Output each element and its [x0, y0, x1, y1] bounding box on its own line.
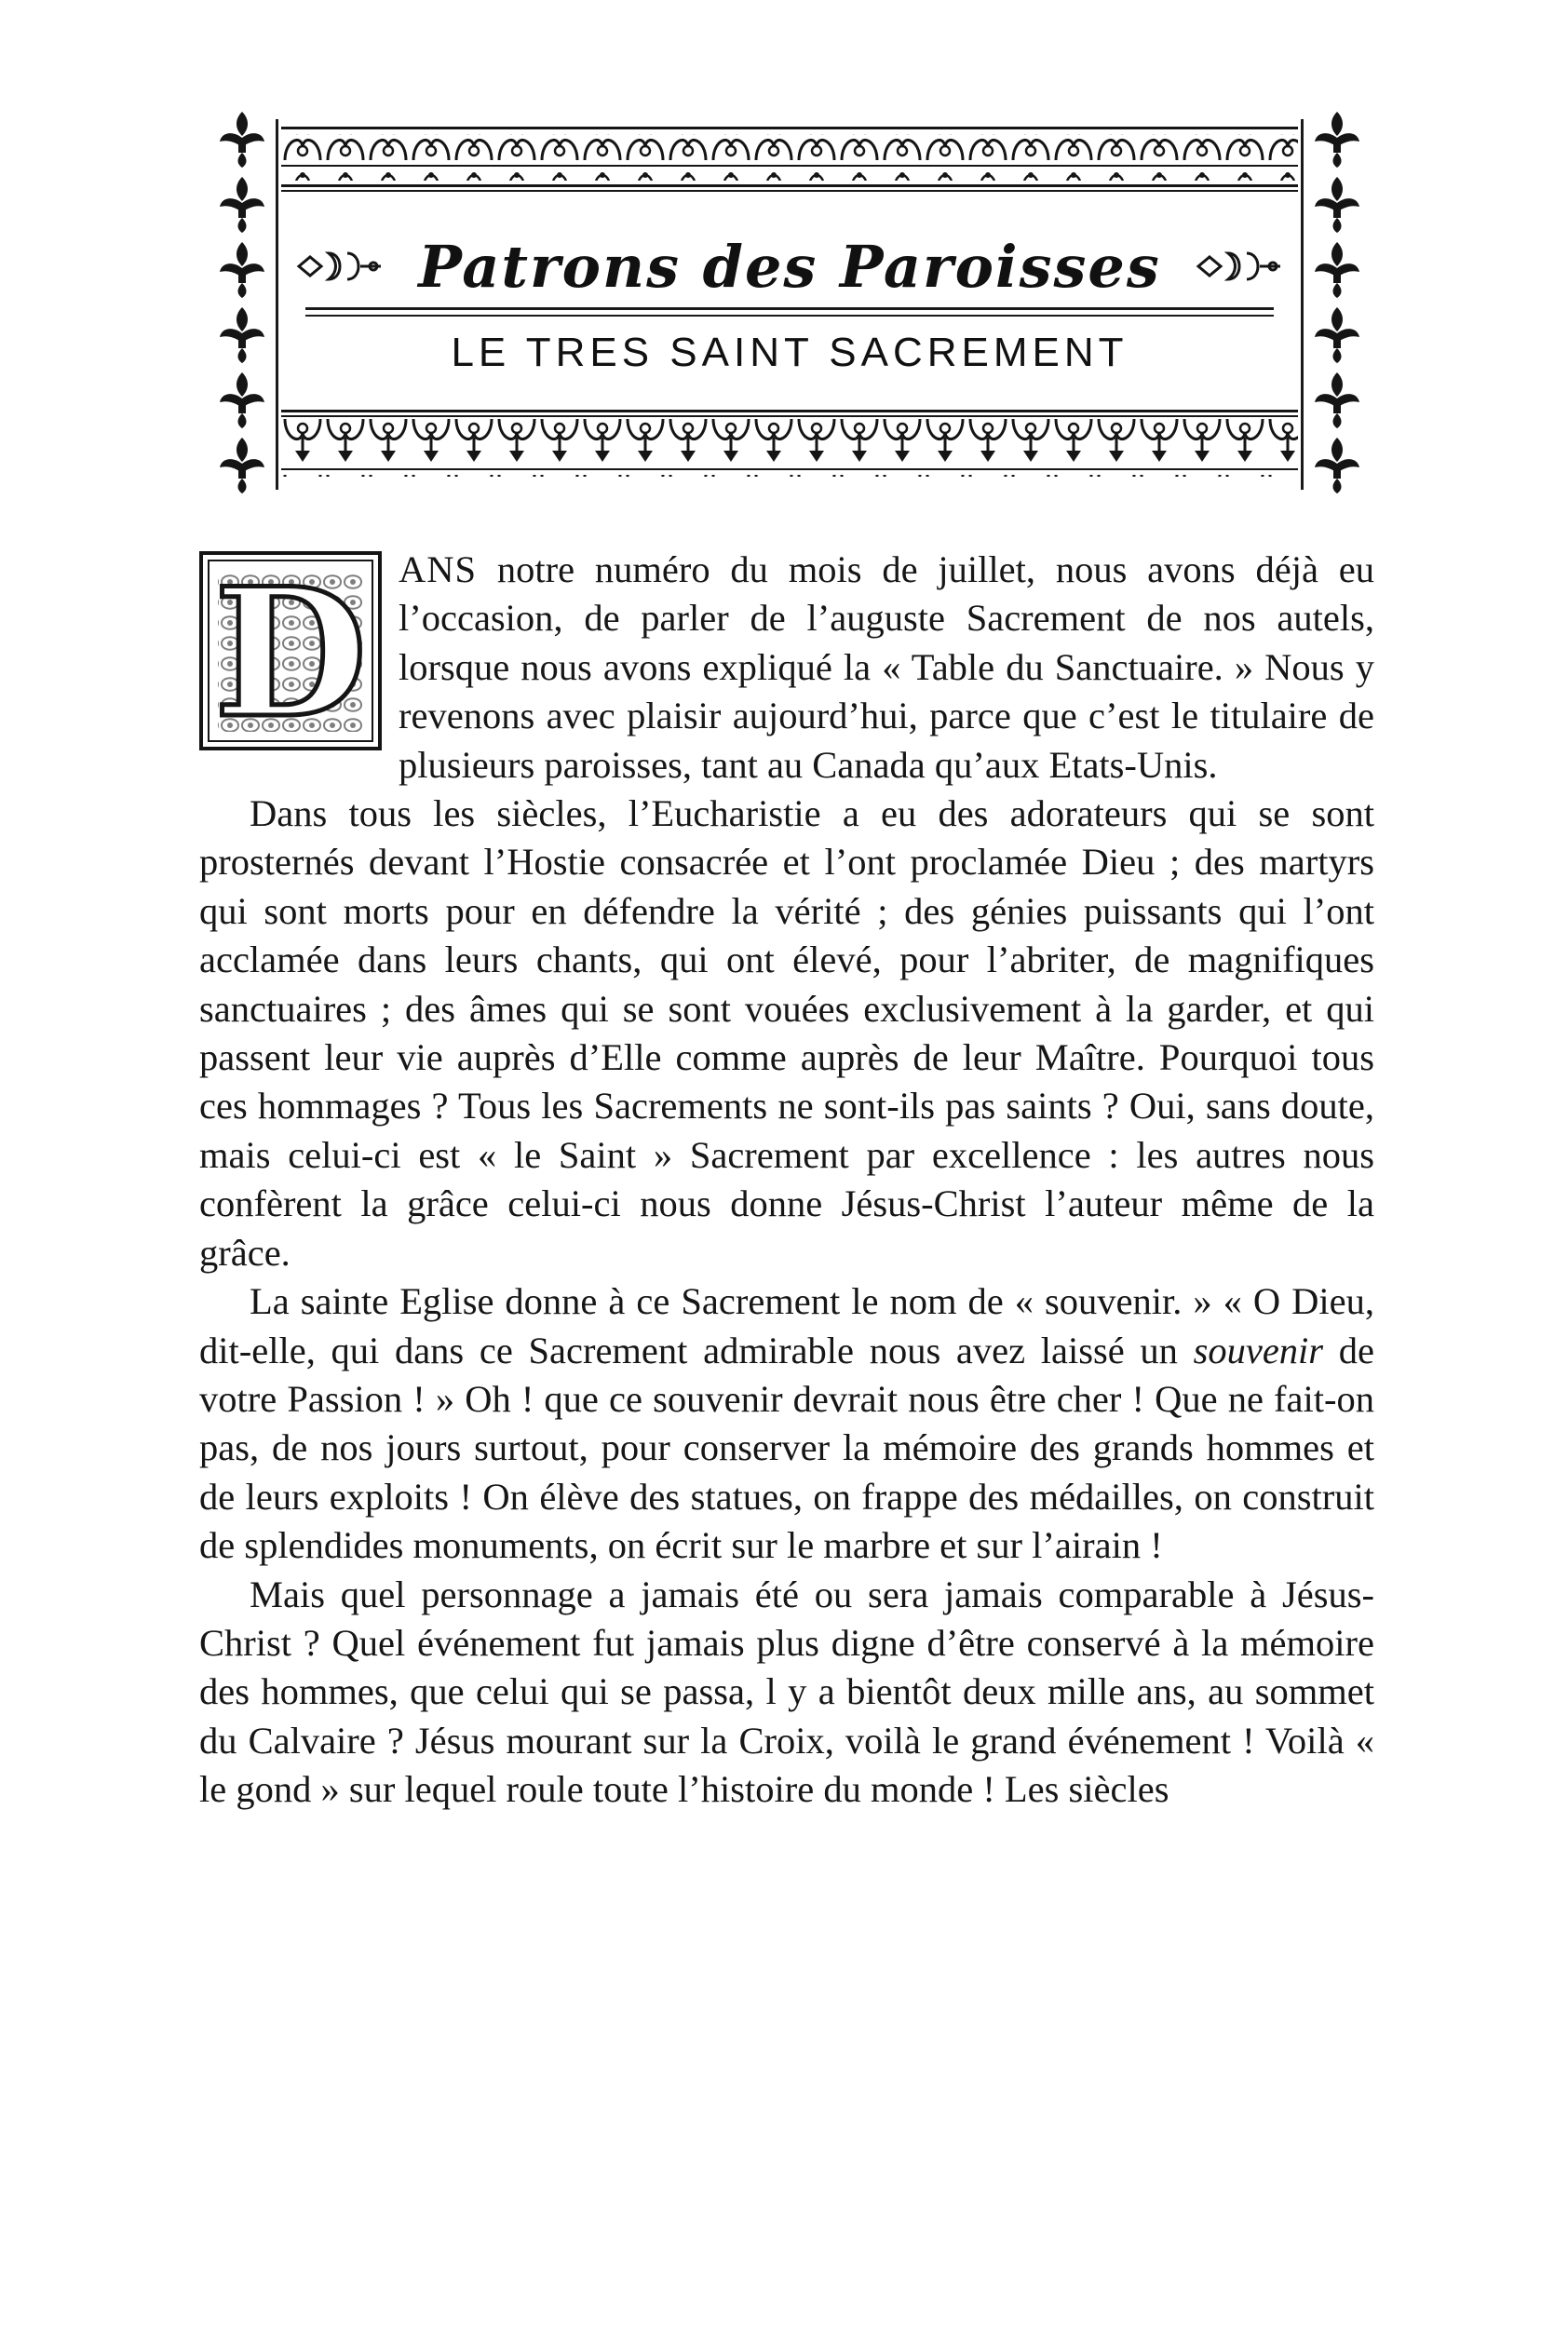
title-rule-lower — [305, 315, 1274, 317]
drop-cap-ornament-icon — [199, 551, 382, 750]
fleur-border-left-icon — [216, 110, 268, 497]
paragraph-3 — [199, 1277, 1374, 1570]
title-rule-upper — [305, 307, 1274, 310]
ornament-band-bottom-icon — [281, 410, 1298, 484]
header-title-row — [281, 220, 1298, 313]
title-ornament-right-icon — [1195, 244, 1284, 289]
emphasis-souvenir: souvenir — [1193, 1329, 1324, 1371]
paragraph-3-text-a: La sainte Eglise donne à ce Sacrement le nom de « souvenir. » « O Dieu, dit-elle, qui dans ce Sacrement admirable nous avez laissé un — [199, 1280, 1374, 1371]
frame-line-right — [1301, 119, 1304, 490]
title-ornament-left-icon — [295, 244, 385, 289]
article-body — [199, 546, 1374, 1815]
drop-cap — [199, 551, 382, 750]
ornamental-header — [216, 110, 1363, 497]
paragraph-1-text: notre numéro du mois de juillet, nous avons déjà eu l’occasion, de parler de l’auguste Sacrement de nos autels, lorsque nous avons expliqué la « Table du Sanctuaire. » Nous y revenons avec plaisir aujourd’hui, parce que c’est le titulaire de plusieurs paroisses, tant au Canada qu’aux Etats-Unis. — [399, 548, 1374, 786]
ornament-band-top-icon — [281, 123, 1298, 194]
paragraph-3-text-b: de votre Passion ! » Oh ! que ce souvenir devrait nous être cher ! Que ne fait-on pas, de nos jours surtout, pour conserver la mémoire des grands hommes et de leurs exploits ! On élève des statues, on frappe des médailles, on construit de splendides monuments, on écrit sur le marbre et sur l’airain ! — [199, 1329, 1374, 1567]
first-word-rest: ANS — [399, 548, 478, 590]
paragraph-4: Mais quel personnage a jamais été ou sera jamais comparable à Jésus-Christ ? Quel événement fut jamais plus digne d’être conservé à la mémoire des hommes, que celui qui se passa, l y a bientôt deux mille ans, au sommet du Calvaire ? Jésus mourant sur la Croix, voilà le grand événement ! Voilà « le gond » sur lequel roule toute l’histoire du monde ! Les siècles — [199, 1573, 1374, 1811]
header-subtitle: LE TRES SAINT SACREMENT — [451, 330, 1129, 375]
paragraph-2: Dans tous les siècles, l’Eucharistie a eu des adorateurs qui se sont prosternés devant l’Hostie consacrée et l’ont proclamée Dieu ; des martyrs qui sont morts pour en défendre la vérité ; des génies puissants qui l’ont acclamée dans leurs chants, qui ont élevé, pour l’abriter, de magnifiques sanctuaires ; des âmes qui se sont vouées exclusivement à la garder, et qui passent leur vie auprès d’Elle comme auprès de leur Maître. Pourquoi tous ces hommages ? Tous les Sacrements ne sont-ils pas saints ? Oui, sans doute, mais celui-ci est « le Saint » Sacrement par excellence : les autres nous confèrent la grâce celui-ci nous donne Jésus-Christ l’auteur même de la grâce. — [199, 792, 1374, 1274]
frame-line-left — [276, 119, 278, 490]
header-title: Patrons des Paroisses — [418, 232, 1161, 301]
fleur-border-right-icon — [1311, 110, 1363, 497]
svg-text:D: D — [213, 551, 368, 750]
paragraph-1 — [199, 546, 1374, 790]
